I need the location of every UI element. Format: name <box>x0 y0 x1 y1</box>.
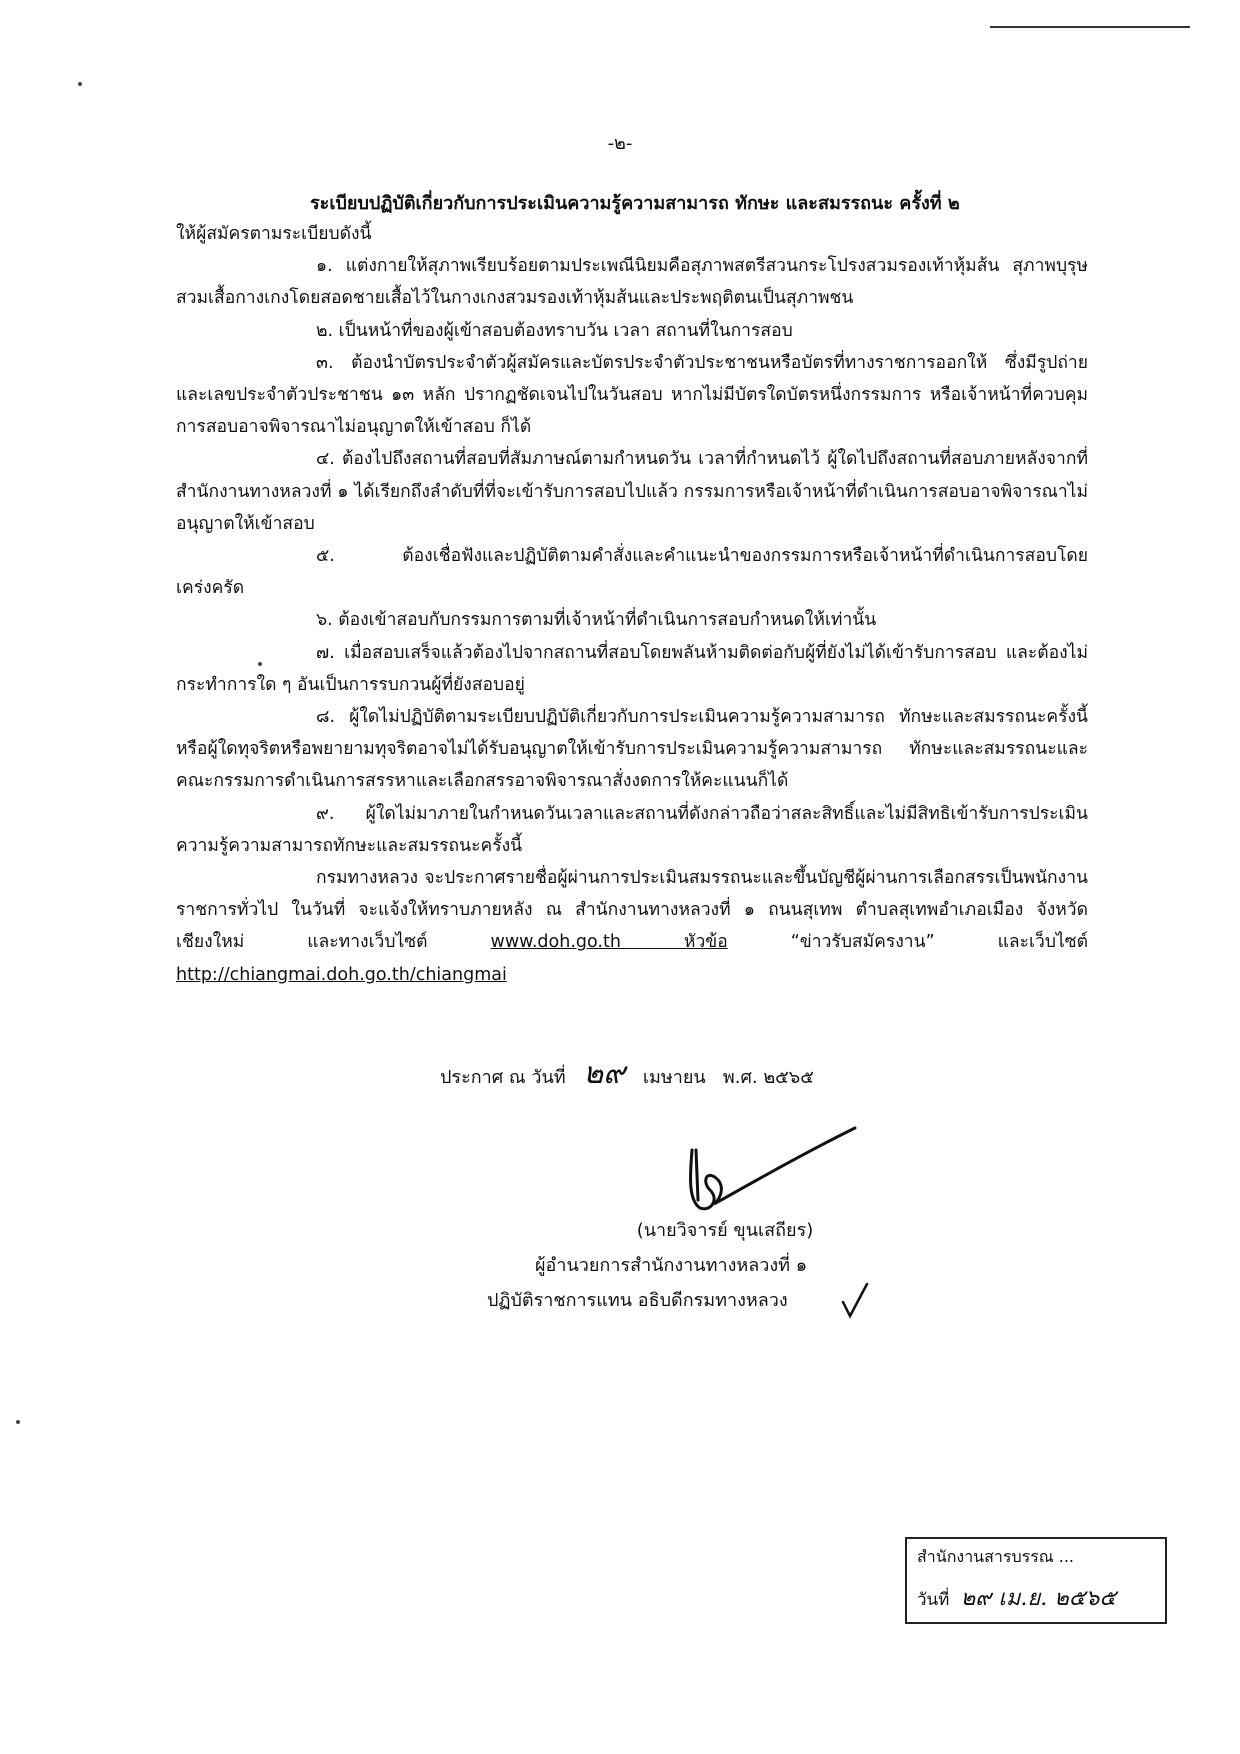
intro-text: ให้ผู้สมัครตามระเบียบดังนี้ <box>176 224 372 244</box>
scan-speck <box>16 1420 20 1424</box>
stamp-date-row <box>917 1580 1155 1615</box>
rule-item: ๕. ต้องเชื่อฟังและปฏิบัติตามคำสั่งและคำแนะนำของกรรมการหรือเจ้าหน้าที่ดำเนินการสอบโดยเคร่งครัด <box>176 546 1088 599</box>
stamp-date-prefix: วันที่ <box>917 1590 950 1610</box>
rule-item: ๑. แต่งกายให้สุภาพเรียบร้อยตามประเพณีนิยมคือสุภาพสตรีสวนกระโปรงสวมรองเท้าหุ้มส้น สุภาพบุรุษสวมเสื้อกางเกงโดยสอดชายเสื้อไว้ในกางเกงสวมรองเท้าหุ้มส้นและประพฤติตนเป็นสุภาพชน <box>176 256 1088 309</box>
signatory-position: ผู้อำนวยการสำนักงานทางหลวงที่ ๑ <box>535 1255 808 1276</box>
date-day-handwritten: ๒๙ <box>583 1056 626 1091</box>
date-year: พ.ศ. ๒๕๖๕ <box>722 1067 814 1088</box>
announcement-text: “ข่าวรับสมัครงาน” และเว็บไซต์ <box>727 932 1089 953</box>
rule-item: ๔. ต้องไปถึงสถานที่สอบที่สัมภาษณ์ตามกำหนดวัน เวลาที่กำหนดไว้ ผู้ใดไปถึงสถานที่สอบภายหลังจากที่ สำนักงานทางหลวงที่ ๑ ได้เรียกถึงลำดับที่ที่จะเข้ารับการสอบไปแล้ว กรรมการหรือเจ้าหน้าที่ดำเนินการสอบอาจพิจารณาไม่อนุญาตให้เข้าสอบ <box>176 449 1088 534</box>
doh-website-link[interactable]: www.doh.go.th หัวข้อ <box>490 932 728 953</box>
date-prefix: ประกาศ ณ วันที่ <box>440 1067 566 1088</box>
rule-item: ๓. ต้องนำบัตรประจำตัวผู้สมัครและบัตรประจำตัวประชาชนหรือบัตรที่ทางราชการออกให้ ซึ่งมีรูปถ่ายและเลขประจำตัวประชาชน ๑๓ หลัก ปรากฏชัดเจนไปในวันสอบ หากไม่มีบัตรใดบัตรหนึ่งกรรมการ หรือเจ้าหน้าที่ควบคุมการสอบอาจพิจารณาไม่อนุญาตให้เข้าสอบ ก็ได้ <box>176 352 1088 438</box>
received-stamp <box>905 1537 1167 1624</box>
page-number: -๒- <box>607 133 633 154</box>
document-body <box>176 218 1088 991</box>
date-month: เมษายน <box>642 1067 706 1088</box>
stamp-label: สำนักงานสารบรรณ ... <box>917 1547 1074 1566</box>
announcement-text: กรมทางหลวง จะประกาศรายชื่อผู้ผ่านการประเมินสมรรถนะและขึ้นบัญชีผู้ผ่านการเลือกสรรเป็นพนักงานราชการทั่วไป ในวันที่ จะแจ้งให้ทราบภายหลัง ณ สำนักงานทางหลวงที่ ๑ ถนนสุเทพ ตำบลสุเทพอำเภอเมือง จังหวัดเชียงใหม่ และทางเว็บไซต์ <box>176 868 1088 953</box>
stamp-date-value: ๒๙ เม.ย. ๒๕๖๕ <box>960 1586 1117 1611</box>
chiangmai-website-link[interactable]: http://chiangmai.doh.go.th/chiangmai <box>176 964 507 985</box>
rule-item: ๘. ผู้ใดไม่ปฏิบัติตามระเบียบปฏิบัติเกี่ยวกับการประเมินความรู้ความสามารถ ทักษะและสมรรถนะครั้งนี้ หรือผู้ใดทุจริตหรือพยายามทุจริตอาจไม่ได้รับอนุญาตให้เข้ารับการประเมินความรู้ความสามารถ ทักษะและสมรรถนะและคณะกรรมการดำเนินการสรรหาและเลือกสรรอาจพิจารณาสั่งงดการให้คะแนนก็ได้ <box>176 707 1088 792</box>
scan-speck <box>78 82 82 86</box>
announcement-date <box>440 1050 814 1097</box>
handwritten-signature <box>680 1120 860 1215</box>
rule-item: ๖. ต้องเข้าสอบกับกรรมการตามที่เจ้าหน้าที่ดำเนินการสอบกำหนดให้เท่านั้น <box>316 610 877 631</box>
rule-item: ๗. เมื่อสอบเสร็จแล้วต้องไปจากสถานที่สอบโดยพลันห้ามติดต่อกับผู้ที่ยังไม่ได้เข้ารับการสอบ และต้องไม่กระทำการใด ๆ อันเป็นการรบกวนผู้ที่ยังสอบอยู่ <box>176 642 1088 695</box>
signatory-acting: ปฏิบัติราชการแทน อธิบดีกรมทางหลวง <box>487 1290 788 1311</box>
scan-edge-line <box>990 26 1190 28</box>
check-mark-icon <box>840 1280 870 1320</box>
rule-item: ๒. เป็นหน้าที่ของผู้เข้าสอบต้องทราบวัน เวลา สถานที่ในการสอบ <box>316 320 793 341</box>
rule-item: ๙. ผู้ใดไม่มาภายในกำหนดวันเวลาและสถานที่ดังกล่าวถือว่าสละสิทธิ์และไม่มีสิทธิเข้ารับการประเมินความรู้ความสามารถทักษะและสมรรถนะครั้งนี้ <box>176 803 1088 856</box>
announcement-paragraph <box>176 862 1088 991</box>
document-title: ระเบียบปฏิบัติเกี่ยวกับการประเมินความรู้ความสามารถ ทักษะ และสมรรถนะ ครั้งที่ ๒ <box>310 193 960 214</box>
signatory-name: (นายวิจารย์ ขุนเสถียร) <box>636 1220 814 1241</box>
